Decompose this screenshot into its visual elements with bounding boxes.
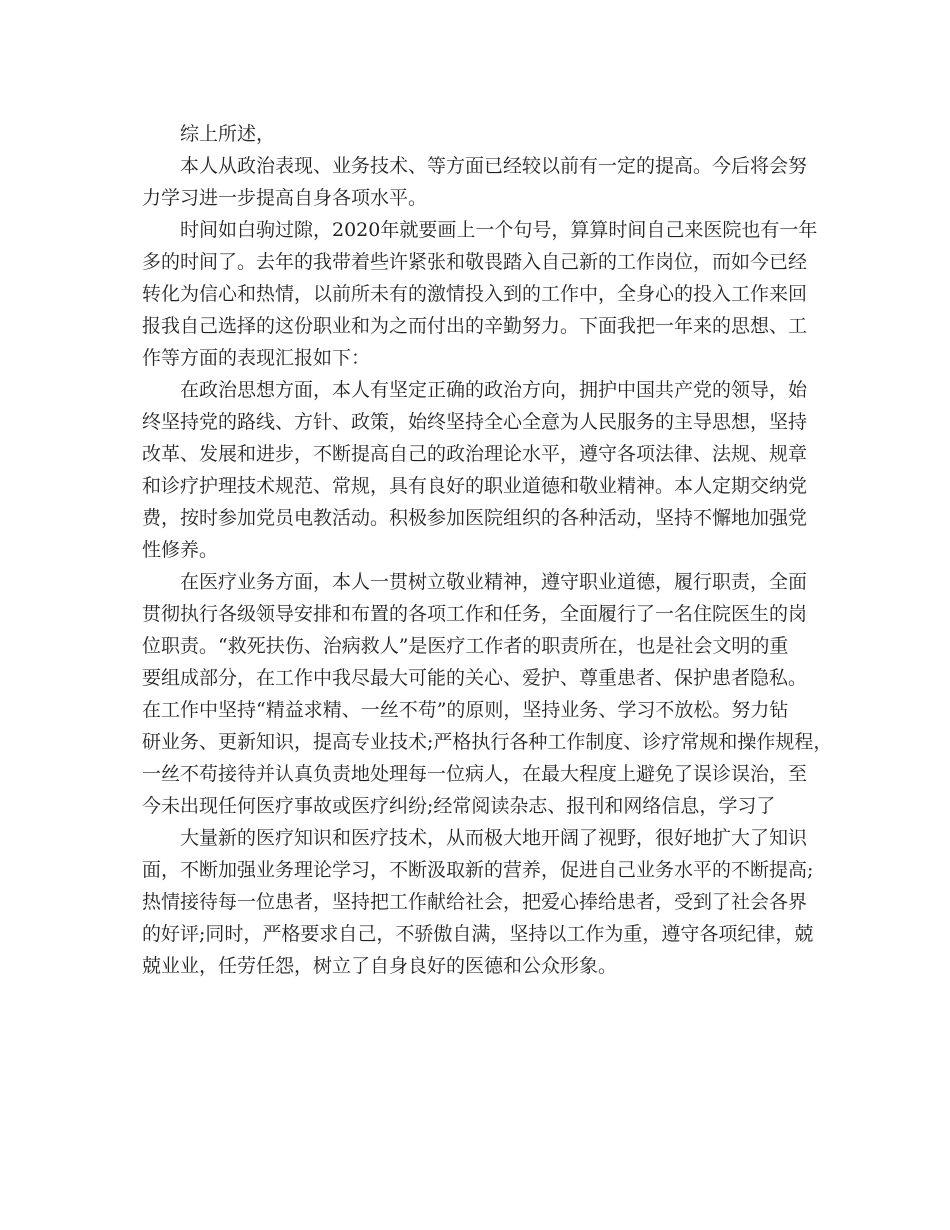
text-line: 本人从政治表现、业务技术、等方面已经较以前有一定的提高。今后将会努	[180, 155, 808, 177]
text-line: 力学习进一步提高自身各项水平。	[142, 187, 428, 209]
text-line: 和诊疗护理技术规范、常规，具有良好的职业道德和敬业精神。本人定期交纳党	[142, 475, 808, 497]
text-line: 在工作中坚持“精益求精、一丝不苟”的原则，坚持业务、学习不放松。努力钻	[142, 699, 789, 721]
text-line: 兢业业，任劳任怨，树立了自身良好的医德和公众形象。	[142, 955, 618, 977]
document-body	[142, 118, 833, 982]
text-line: 的好评;同时，严格要求自己，不骄傲自满，坚持以工作为重，遵守各项纪律，兢	[142, 923, 814, 945]
paragraph-medical-work	[142, 566, 833, 822]
text-line: 研业务、更新知识，提高专业技术;严格执行各种工作制度、诊疗常规和操作规程，	[142, 731, 833, 753]
text-line: 综上所述，	[180, 123, 276, 145]
text-line: 面，不断加强业务理论学习，不断汲取新的营养，促进自己业务水平的不断提高;	[142, 859, 814, 881]
paragraph-intro	[142, 214, 818, 374]
text-line: 一丝不苟接待并认真负责地处理每一位病人，在最大程度上避免了误诊误治，至	[142, 763, 808, 785]
text-line: 终坚持党的路线、方针、政策，始终坚持全心全意为人民服务的主导思想，坚持	[142, 411, 808, 433]
text-line: 贯彻执行各级领导安排和布置的各项工作和任务，全面履行了一名住院医生的岗	[142, 603, 808, 625]
text-line: 今未出现任何医疗事故或医疗纠纷;经常阅读杂志、报刊和网络信息，学习了	[142, 795, 776, 817]
text-line: 时间如白驹过隙，2020年就要画上一个句号，算算时间自己来医院也有一年	[180, 219, 818, 241]
text-line: 报我自己选择的这份职业和为之而付出的辛勤努力。下面我把一年来的思想、工	[142, 315, 808, 337]
text-line: 位职责。“救死扶伤、治病救人”是医疗工作者的职责所在，也是社会文明的重	[142, 635, 789, 657]
text-line: 热情接待每一位患者，坚持把工作献给社会，把爱心捧给患者，受到了社会各界	[142, 891, 808, 913]
text-line: 作等方面的表现汇报如下：	[142, 347, 371, 369]
text-line: 要组成部分，在工作中我尽最大可能的关心、爱护、尊重患者、保护患者隐私。	[142, 667, 808, 689]
text-line: 性修养。	[142, 539, 219, 561]
text-line: 转化为信心和热情，以前所未有的激情投入到的工作中，全身心的投入工作来回	[142, 283, 808, 305]
text-line: 大量新的医疗知识和医疗技术，从而极大地开阔了视野，很好地扩大了知识	[180, 827, 808, 849]
paragraph-summary-heading	[142, 118, 818, 150]
text-line: 在政治思想方面，本人有坚定正确的政治方向，拥护中国共产党的领导，始	[180, 379, 808, 401]
text-line: 改革、发展和进步，不断提高自己的政治理论水平，遵守各项法律、法规、规章	[142, 443, 808, 465]
paragraph-political-thought	[142, 374, 818, 566]
paragraph-knowledge-growth	[142, 822, 818, 982]
text-line: 在医疗业务方面，本人一贯树立敬业精神，遵守职业道德，履行职责，全面	[180, 571, 808, 593]
text-line: 费，按时参加党员电教活动。积极参加医院组织的各种活动，坚持不懈地加强党	[142, 507, 808, 529]
text-line: 多的时间了。去年的我带着些许紧张和敬畏踏入自己新的工作岗位，而如今已经	[142, 251, 808, 273]
paragraph-summary-body	[142, 150, 818, 214]
